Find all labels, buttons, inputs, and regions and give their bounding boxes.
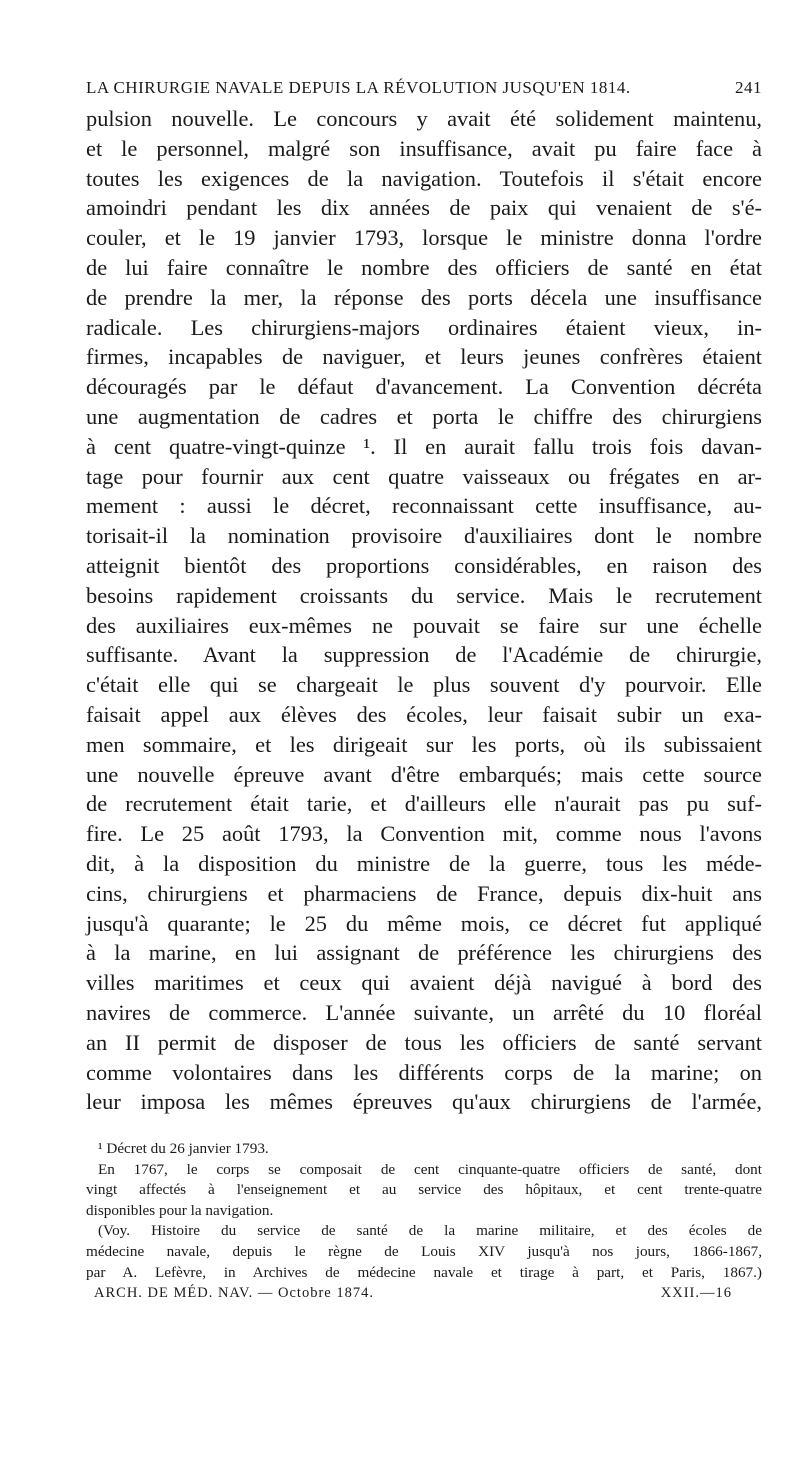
signature-right: XXII.—16	[660, 1285, 732, 1302]
printer-signature	[86, 1285, 762, 1302]
footnote-line: vingt affectés à l'enseignement et au service des hôpitaux, et cent trente-quatre	[86, 1181, 762, 1199]
text-line: découragés par le défaut d'avancement. La Convention décréta	[86, 374, 762, 400]
text-line: fire. Le 25 août 1793, la Convention mit, comme nous l'avons	[86, 821, 762, 847]
text-line: firmes, incapables de naviguer, et leurs jeunes confrères étaient	[86, 344, 762, 370]
text-line: torisait-il la nomination provisoire d'auxiliaires dont le nombre	[86, 523, 762, 549]
text-line: des auxiliaires eux-mêmes ne pouvait se faire sur une échelle	[86, 612, 762, 638]
footnote-line: par A. Lefèvre, in Archives de médecine navale et tirage à part, et Paris, 1867.)	[86, 1263, 762, 1281]
running-title: LA CHIRURGIE NAVALE DEPUIS LA RÉVOLUTION JUSQU'EN 1814.	[86, 78, 631, 97]
text-line: toutes les exigences de la navigation. Toutefois il s'était encore	[86, 165, 762, 191]
text-line: de prendre la mer, la réponse des ports décela une insuffisance	[86, 284, 762, 310]
page-number: 241	[735, 78, 762, 97]
text-line: pulsion nouvelle. Le concours y avait été solidement maintenu,	[86, 106, 762, 131]
text-line: faisait appel aux élèves des écoles, leur faisait subir un exa-	[86, 701, 762, 727]
text-line: couler, et le 19 janvier 1793, lorsque le ministre donna l'ordre	[86, 225, 762, 251]
document-page	[86, 78, 762, 1302]
text-line: à cent quatre-vingt-quinze ¹. Il en aurait fallu trois fois davan-	[86, 433, 762, 459]
text-line: tage pour fournir aux cent quatre vaisseaux ou frégates en ar-	[86, 463, 762, 489]
text-line: jusqu'à quarante; le 25 du même mois, ce décret fut appliqué	[86, 910, 762, 936]
footnote-line: (Voy. Histoire du service de santé de la marine militaire, et des écoles de	[98, 1222, 762, 1240]
text-line: une augmentation de cadres et porta le chiffre des chirurgiens	[86, 403, 762, 429]
text-line: besoins rapidement croissants du service. Mais le recrutement	[86, 582, 762, 608]
footnote-line: médecine navale, depuis le règne de Louis XIV jusqu'à nos jours, 1866-1867,	[86, 1243, 762, 1261]
footnotes	[86, 1139, 762, 1283]
text-line: navires de commerce. L'année suivante, un arrêté du 10 floréal	[86, 999, 762, 1025]
text-line: de lui faire connaître le nombre des officiers de santé en état	[86, 254, 762, 280]
text-line: dit, à la disposition du ministre de la guerre, tous les méde-	[86, 850, 762, 876]
text-line: cins, chirurgiens et pharmaciens de France, depuis dix-huit ans	[86, 880, 762, 906]
text-line: une nouvelle épreuve avant d'être embarqués; mais cette source	[86, 761, 762, 787]
signature-left: ARCH. DE MÉD. NAV. — Octobre 1874.	[94, 1285, 374, 1302]
footnote-line: ¹ Décret du 26 janvier 1793.	[98, 1140, 269, 1158]
text-line: amoindri pendant les dix années de paix qui venaient de s'é-	[86, 195, 762, 221]
body-text	[86, 104, 762, 1117]
text-line: mement : aussi le décret, reconnaissant cette insuffisance, au-	[86, 493, 762, 519]
text-line: et le personnel, malgré son insuffisance, avait pu faire face à	[86, 135, 762, 161]
text-line: à la marine, en lui assignant de préférence les chirurgiens des	[86, 940, 762, 966]
text-line: atteignit bientôt des proportions considérables, en raison des	[86, 552, 762, 578]
text-line: villes maritimes et ceux qui avaient déjà navigué à bord des	[86, 970, 762, 996]
running-header	[86, 78, 762, 98]
text-line: suffisante. Avant la suppression de l'Académie de chirurgie,	[86, 642, 762, 668]
text-line: men sommaire, et les dirigeait sur les ports, où ils subissaient	[86, 731, 762, 757]
text-line: c'était elle qui se chargeait le plus souvent d'y pourvoir. Elle	[86, 672, 762, 698]
text-line: de recrutement était tarie, et d'ailleurs elle n'aurait pas pu suf-	[86, 791, 762, 817]
text-line: leur imposa les mêmes épreuves qu'aux chirurgiens de l'armée,	[86, 1089, 762, 1115]
text-line: radicale. Les chirurgiens-majors ordinaires étaient vieux, in-	[86, 314, 762, 340]
footnote-line: disponibles pour la navigation.	[86, 1201, 274, 1219]
footnote-line: En 1767, le corps se composait de cent cinquante-quatre officiers de santé, dont	[98, 1160, 762, 1178]
text-line: an II permit de disposer de tous les officiers de santé servant	[86, 1029, 762, 1055]
text-line: comme volontaires dans les différents corps de la marine; on	[86, 1059, 762, 1085]
